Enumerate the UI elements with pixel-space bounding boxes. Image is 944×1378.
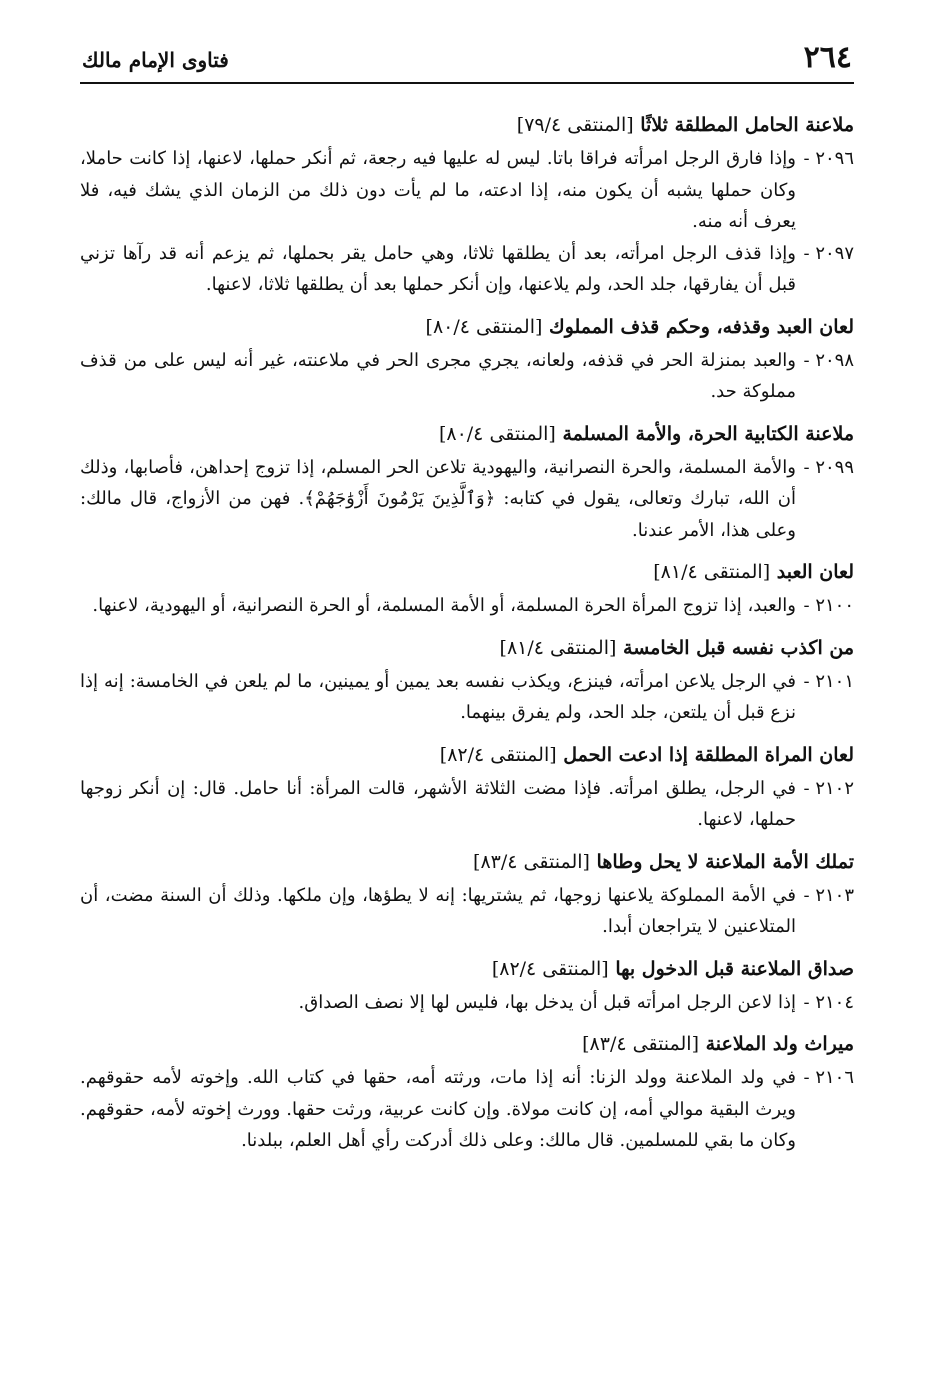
entry-number: ٢١٠٠ - bbox=[803, 595, 854, 616]
section-title: لعان المراة المطلقة إذا ادعت الحمل bbox=[563, 743, 854, 766]
entry-text: في الرجل، يطلق امرأته. فإذا مضت الثلاثة الأشهر، قالت المرأة: أنا حامل. قال: إن أنكر زوجها حملها، لاعنها. bbox=[80, 777, 796, 830]
running-title: فتاوى الإمام مالك bbox=[82, 48, 229, 72]
fatwa-entry bbox=[80, 880, 854, 943]
entry-number: ٢١٠٦ - bbox=[803, 1067, 854, 1088]
fatwa-entry bbox=[80, 987, 854, 1019]
fatwa-entry bbox=[80, 345, 854, 408]
entry-number: ٢١٠٣ - bbox=[803, 884, 854, 906]
fatwa-entry bbox=[80, 452, 854, 547]
entry-number: ٢٠٩٨ - bbox=[803, 349, 854, 371]
fatwa-section bbox=[80, 557, 854, 622]
source-reference: [المنتقى ٧٩/٤] bbox=[516, 114, 634, 136]
source-reference: [المنتقى ٨١/٤] bbox=[653, 561, 771, 583]
section-title: ملاعنة الحامل المطلقة ثلاثًا bbox=[640, 114, 854, 136]
page-number: ٢٦٤ bbox=[803, 40, 852, 75]
section-title: ميراث ولد الملاعنة bbox=[705, 1033, 854, 1055]
fatwa-entry bbox=[80, 143, 854, 238]
entry-text: والعبد، إذا تزوج المرأة الحرة المسلمة، أو الأمة المسلمة، أو الحرة النصرانية، أو اليهودية، لاعنها. bbox=[92, 595, 796, 616]
fatwa-section bbox=[80, 847, 854, 943]
entry-text: في ولد الملاعنة وولد الزنا: أنه إذا مات، ورثته أمه، حقها في كتاب الله. وإخوته لأمه حقوقهم. ويرث البقية موالي أمه، إن كانت مولاة. وإن كانت عربية، ورثت حقها. وورث إخوته لأمه، حقوقهم. وكان ما بقي للمسلمين. قال مالك: وعلى ذلك أدركت رأي أهل العلم، ببلدنا. bbox=[80, 1067, 796, 1151]
fatwa-entry bbox=[80, 666, 854, 729]
section-heading bbox=[80, 847, 854, 877]
section-heading bbox=[80, 954, 854, 984]
fatwa-section bbox=[80, 419, 854, 547]
section-heading bbox=[80, 312, 854, 342]
source-reference: [المنتقى ٨٢/٤] bbox=[491, 957, 609, 980]
source-reference: [المنتقى ٨٢/٤] bbox=[439, 743, 557, 766]
entry-text: وإذا قذف الرجل امرأته، بعد أن يطلقها ثلاثا، وهي حامل يقر بحملها، ثم يزعم أنه قد رآها تزني قبل أن يفارقها، جلد الحد، ولم يلاعنها، وإن أنكر حملها بعد أن يطلقها ثلاثا، لاعنها. bbox=[80, 242, 796, 295]
fatwa-entry bbox=[80, 1062, 854, 1157]
source-reference: [المنتقى ٨١/٤] bbox=[499, 636, 617, 659]
entry-text: في الرجل يلاعن امرأته، فينزع، ويكذب نفسه بعد يمين أو يمينين، ما لم يلعن في الخامسة: إنه إذا نزع قبل أن يلتعن، جلد الحد، ولم يفرق بينهما. bbox=[80, 670, 796, 723]
section-title: صداق الملاعنة قبل الدخول بها bbox=[615, 957, 854, 980]
fatwa-section bbox=[80, 633, 854, 729]
fatwa-section bbox=[80, 954, 854, 1019]
section-heading bbox=[80, 557, 854, 587]
section-heading bbox=[80, 633, 854, 663]
fatwa-section bbox=[80, 1029, 854, 1157]
entry-number: ٢٠٩٦ - bbox=[803, 148, 854, 169]
entry-text: في الأمة المملوكة يلاعنها زوجها، ثم يشتريها: إنه لا يطؤها، وإن ملكها. وذلك أن السنة مضت، أن المتلاعنين لا يتراجعان أبدا. bbox=[80, 884, 796, 937]
section-heading bbox=[80, 740, 854, 770]
entry-number: ٢١٠١ - bbox=[803, 670, 854, 692]
section-title: تملك الأمة الملاعنة لا يحل وطاها bbox=[596, 850, 854, 873]
source-reference: [المنتقى ٨٠/٤] bbox=[438, 422, 556, 445]
section-heading bbox=[80, 110, 854, 140]
source-reference: [المنتقى ٨٣/٤] bbox=[473, 850, 590, 873]
entry-number: ٢٠٩٩ - bbox=[803, 456, 854, 478]
fatwa-entry bbox=[80, 238, 854, 301]
entry-number: ٢٠٩٧ - bbox=[803, 242, 854, 264]
fatwa-entry bbox=[80, 773, 854, 836]
fatwa-section bbox=[80, 740, 854, 836]
entry-number: ٢١٠٤ - bbox=[803, 991, 854, 1013]
section-title: لعان العبد وقذفه، وحكم قذف المملوك bbox=[549, 315, 854, 338]
entry-text: إذا لاعن الرجل امرأته قبل أن يدخل بها، فليس لها إلا نصف الصداق. bbox=[298, 991, 796, 1013]
section-title: لعان العبد bbox=[776, 561, 854, 583]
section-heading bbox=[80, 419, 854, 449]
page-content bbox=[80, 110, 854, 1157]
entry-text: والأمة المسلمة، والحرة النصرانية، واليهودية تلاعن الحر المسلم، إذا تزوج إحداهن، فأصابها، وذلك أن الله، تبارك وتعالى، يقول في كتابه: ﴿وَٱلَّذِينَ يَرْمُونَ أَزْوَٰجَهُمْ﴾. فهن من الأزواج، قال مالك: وعلى هذا، الأمر عندنا. bbox=[80, 456, 796, 541]
fatwa-section bbox=[80, 110, 854, 301]
entry-text: وإذا فارق الرجل امرأته فراقا باتا. ليس له عليها فيه رجعة، ثم أنكر حملها، لاعنها، إذا كانت حاملا، وكان حملها يشبه أن يكون منه، إذا ادعته، ما لم يأت دون ذلك من الزمان الذي يشك فيه، فلا يعرف أنه منه. bbox=[80, 148, 796, 232]
source-reference: [المنتقى ٨٠/٤] bbox=[425, 315, 543, 338]
entry-text: والعبد بمنزلة الحر في قذفه، ولعانه، يجري مجرى الحر في ملاعنته، غير أنه ليس على من قذف مملوكة حد. bbox=[80, 349, 796, 402]
entry-number: ٢١٠٢ - bbox=[803, 777, 854, 799]
book-page bbox=[80, 38, 854, 1168]
section-title: ملاعنة الكتابية الحرة، والأمة المسلمة bbox=[562, 422, 854, 445]
section-title: من اكذب نفسه قبل الخامسة bbox=[623, 636, 854, 659]
fatwa-entry bbox=[80, 590, 854, 622]
fatwa-section bbox=[80, 312, 854, 408]
source-reference: [المنتقى ٨٣/٤] bbox=[582, 1033, 699, 1055]
section-heading bbox=[80, 1029, 854, 1059]
page-header bbox=[80, 38, 854, 84]
